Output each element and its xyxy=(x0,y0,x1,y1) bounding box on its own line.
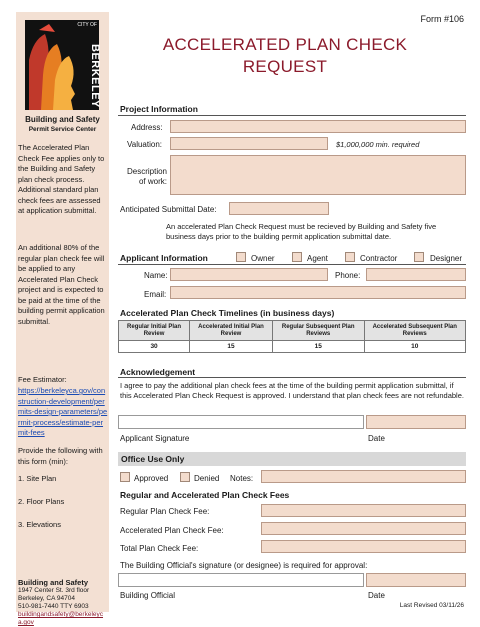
form-number: Form #106 xyxy=(420,14,464,24)
dept-title: Building and Safety xyxy=(25,115,100,124)
logo-name-text: BERKELEY xyxy=(89,44,101,108)
divider xyxy=(118,377,466,378)
contractor-label: Contractor xyxy=(360,254,398,263)
notes-label: Notes: xyxy=(230,474,254,483)
valuation-field[interactable] xyxy=(170,137,328,150)
list-item-site-plan: 1. Site Plan xyxy=(18,474,57,483)
timelines-table xyxy=(118,320,466,353)
sidebar-paragraph-2: An additional 80% of the regular plan check fee will be applied to any Accelerated Plan Check project and is expected to be paid at the time of the building permit application submittal. xyxy=(18,243,105,326)
applicant-info-title: Applicant Information xyxy=(120,253,208,263)
sidebar xyxy=(16,12,109,626)
denied-checkbox[interactable] xyxy=(180,472,190,482)
official-signature-label: Building Official xyxy=(120,591,175,600)
agent-checkbox[interactable] xyxy=(292,252,302,262)
list-item-floor-plans: 2. Floor Plans xyxy=(18,497,65,506)
applicant-signature-field[interactable] xyxy=(118,415,364,429)
last-revised: Last Revised 03/11/26 xyxy=(399,602,464,609)
regular-fee-label: Regular Plan Check Fee: xyxy=(120,507,210,516)
phone-field[interactable] xyxy=(366,268,466,281)
submittal-date-label: Anticipated Submittal Date: xyxy=(120,205,217,214)
city-logo xyxy=(25,20,99,110)
timeline-header: Accelerated Subsequent Plan Reviews xyxy=(364,321,466,341)
dept-subtitle: Permit Service Center xyxy=(28,126,97,133)
faces-icon xyxy=(25,20,99,110)
owner-checkbox[interactable] xyxy=(236,252,246,262)
project-info-title: Project Information xyxy=(120,104,198,114)
applicant-date-field[interactable] xyxy=(366,415,466,429)
official-note: The Building Official's signature (or designee) is required for approval: xyxy=(120,561,368,570)
submittal-date-field[interactable] xyxy=(229,202,329,215)
sidebar-paragraph-1: The Accelerated Plan Check Fee applies only to the Building and Safety plan check process. Additional standard plan check fees are assessed at application submittal. xyxy=(18,143,105,215)
description-label-line-1: Description xyxy=(126,167,167,176)
acknowledgement-text: I agree to pay the additional plan check fees at the time of the building permit application submittal, if this Accelerated Plan Check Request is approved. I understand that plan check fees are not refundable. xyxy=(120,381,464,400)
owner-label: Owner xyxy=(251,254,275,263)
approved-label: Approved xyxy=(134,474,169,483)
designer-label: Designer xyxy=(430,254,463,263)
fee-estimator-label: Fee Estimator: xyxy=(18,375,67,384)
timeline-value: 15 xyxy=(190,341,273,353)
description-label xyxy=(123,167,167,187)
timeline-value: 10 xyxy=(364,341,466,353)
denied-label: Denied xyxy=(194,474,220,483)
title-line-2: REQUEST xyxy=(242,57,328,76)
official-date-label: Date xyxy=(368,591,385,600)
logo-city-text: CITY OF xyxy=(77,22,97,28)
fees-title: Regular and Accelerated Plan Check Fees xyxy=(120,490,290,500)
address-label: Address: xyxy=(131,123,163,132)
timeline-header: Accelerated Initial Plan Review xyxy=(190,321,273,341)
description-label-line-2: of work: xyxy=(138,177,167,186)
contact-title: Building and Safety xyxy=(18,578,89,587)
applicant-signature-label: Applicant Signature xyxy=(120,434,190,443)
notes-field[interactable] xyxy=(261,470,466,483)
provide-label: Provide the following with this form (min): xyxy=(18,446,103,466)
contact-email-link[interactable]: buildingandsafety@berkeleyca.gov xyxy=(18,611,104,626)
name-field[interactable] xyxy=(170,268,328,281)
list-item-elevations: 3. Elevations xyxy=(18,520,61,529)
total-fee-field[interactable] xyxy=(261,540,466,553)
phone-label: Phone: xyxy=(335,271,361,280)
contractor-checkbox[interactable] xyxy=(345,252,355,262)
timeline-value: 15 xyxy=(272,341,364,353)
accelerated-fee-label: Accelerated Plan Check Fee: xyxy=(120,526,224,535)
timeline-header: Regular Subsequent Plan Reviews xyxy=(272,321,364,341)
approved-checkbox[interactable] xyxy=(120,472,130,482)
total-fee-label: Total Plan Check Fee: xyxy=(120,544,199,553)
divider xyxy=(118,264,466,265)
designer-checkbox[interactable] xyxy=(414,252,424,262)
title-line-1: ACCELERATED PLAN CHECK xyxy=(162,35,408,54)
name-label: Name: xyxy=(144,271,168,280)
timeline-header: Regular Initial Plan Review xyxy=(119,321,190,341)
valuation-note: $1,000,000 min. required xyxy=(336,140,420,149)
contact-address-2: Berkeley, CA 94704 xyxy=(18,595,75,602)
divider xyxy=(118,115,466,116)
office-use-bar xyxy=(118,452,466,466)
timelines-title: Accelerated Plan Check Timelines (in business days) xyxy=(120,308,335,318)
submittal-notice: An accelerated Plan Check Request must be recieved by Building and Safety five business days prior to the building permit application submittal date. xyxy=(166,222,437,241)
contact-address-1: 1947 Center St. 3rd floor xyxy=(18,587,90,594)
agent-label: Agent xyxy=(307,254,328,263)
official-signature-field[interactable] xyxy=(118,573,364,587)
office-use-title: Office Use Only xyxy=(121,454,185,464)
address-field[interactable] xyxy=(170,120,466,133)
regular-fee-field[interactable] xyxy=(261,504,466,517)
accelerated-fee-field[interactable] xyxy=(261,522,466,535)
contact-phone: 510-981-7440 TTY 6903 xyxy=(18,603,89,610)
valuation-label: Valuation: xyxy=(127,140,162,149)
acknowledgement-title: Acknowledgement xyxy=(120,367,196,377)
applicant-date-label: Date xyxy=(368,434,385,443)
timeline-value: 30 xyxy=(119,341,190,353)
email-label: Email: xyxy=(144,290,167,299)
official-date-field[interactable] xyxy=(366,573,466,587)
description-field[interactable] xyxy=(170,155,466,195)
email-field[interactable] xyxy=(170,286,466,299)
fee-estimator-link[interactable]: https://berkeleyca.gov/construction-development/permits-design-parameters/permit-process/estimate-permit-fees xyxy=(18,386,108,437)
page-title xyxy=(120,34,450,78)
